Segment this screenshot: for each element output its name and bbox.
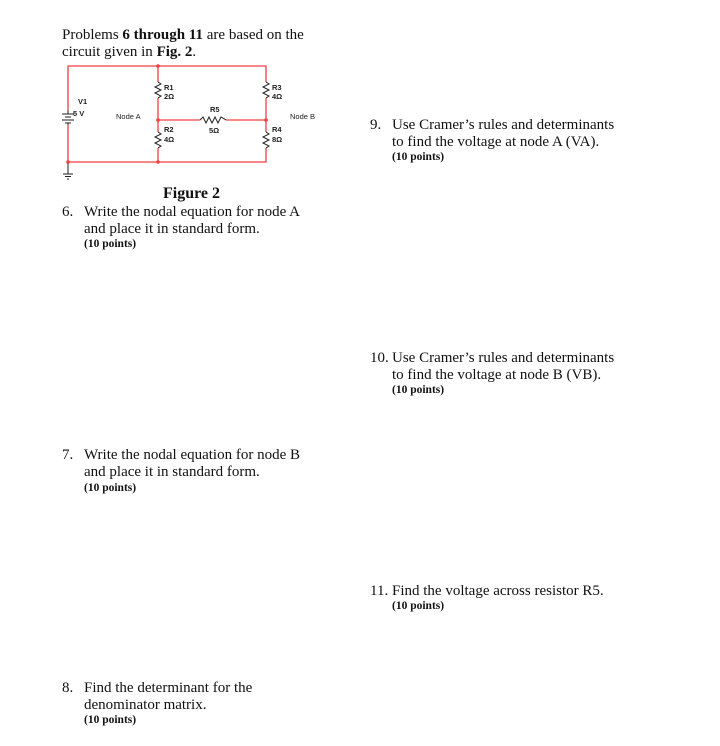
problems-4-points: (10 points) — [392, 384, 445, 396]
problems-2-num: 8. — [62, 680, 74, 696]
problems-2-points: (10 points) — [84, 714, 137, 726]
problems-1-num: 7. — [62, 447, 74, 463]
figure-caption: Figure 2 — [163, 185, 221, 202]
r2-value: 4Ω — [164, 135, 175, 144]
node-b-label: Node B — [290, 112, 316, 121]
problems-4-num: 10. — [370, 350, 389, 366]
problems-4-line1: Use Cramer’s rules and determinants — [392, 350, 615, 366]
resistor-r2 — [155, 132, 161, 148]
problems-5-num: 11. — [370, 583, 389, 599]
v1-value: 5 V — [73, 109, 85, 118]
problems-3-line2: to find the voltage at node A (VA). — [392, 134, 600, 150]
resistor-r4 — [263, 132, 269, 148]
intro-e: Fig. 2 — [156, 44, 193, 60]
v1-label: V1 — [78, 97, 88, 106]
problems-3-num: 9. — [370, 117, 382, 133]
problems-1-points: (10 points) — [84, 482, 137, 494]
r1-label: R1 — [164, 83, 174, 92]
problems-3-line1: Use Cramer’s rules and determinants — [392, 117, 615, 133]
problems-3-points: (10 points) — [392, 151, 445, 163]
problems-0-line2: and place it in standard form. — [84, 221, 260, 237]
intro-a: Problems — [62, 27, 123, 43]
resistor-r5 — [200, 117, 226, 123]
r1-value: 2Ω — [164, 92, 175, 101]
problems-0-num: 6. — [62, 204, 74, 220]
r4-value: 8Ω — [272, 135, 283, 144]
problems-5-line1: Find the voltage across resistor R5. — [392, 583, 604, 599]
problems-1-line2: and place it in standard form. — [84, 464, 260, 480]
intro-f: . — [192, 44, 197, 60]
r5-label: R5 — [210, 105, 220, 114]
problems-0-line1: Write the nodal equation for node A — [84, 204, 300, 220]
intro-d: circuit given in — [62, 44, 157, 60]
node-a-label: Node A — [116, 112, 141, 121]
resistor-r1 — [155, 82, 161, 98]
r3-value: 4Ω — [272, 92, 283, 101]
r5-value: 5Ω — [209, 126, 220, 135]
problems-1-line1: Write the nodal equation for node B — [84, 447, 300, 463]
problems-4-line2: to find the voltage at node B (VB). — [392, 367, 602, 383]
r3-label: R3 — [272, 83, 282, 92]
ground-icon — [63, 162, 73, 179]
intro-c: are based on the — [203, 27, 304, 43]
problems-2-line1: Find the determinant for the — [84, 680, 253, 696]
problems-5-points: (10 points) — [392, 600, 445, 612]
r4-label: R4 — [272, 125, 282, 134]
problems-0-points: (10 points) — [84, 238, 137, 250]
problems-2-line2: denominator matrix. — [84, 697, 207, 713]
r2-label: R2 — [164, 125, 174, 134]
intro-b: 6 through 11 — [122, 27, 204, 43]
resistor-r3 — [263, 82, 269, 98]
